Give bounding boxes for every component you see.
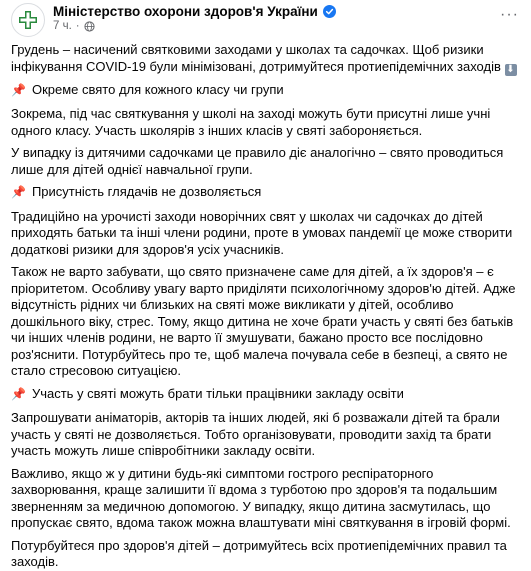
heading-2-text: Присутність глядачів не дозволяється (31, 184, 262, 199)
separator-dot: · (75, 20, 80, 32)
ministry-logo-icon (17, 9, 39, 31)
section-heading-3 (11, 386, 520, 403)
paragraph-5: Запрошувати аніматорів, акторів та інших людей, які б розважали дітей та брали участь у святі не дозволяється. Тобто організовувати, проводити захід та брати участь можуть лише співробітники закладу освіти. (11, 410, 500, 458)
post-meta (53, 2, 336, 32)
paragraph-3: Традиційно на урочисті заходи новорічних свят у школах чи садочках до дітей приходять батьки та інші члени родини, проте в умовах пандемії це може створити додаткові ризики для здоров'я усіх учасників. (11, 208, 513, 257)
more-options-button[interactable]: ··· (500, 6, 519, 23)
page-name-row (53, 4, 336, 19)
heading-3-text: Участь у святі можуть брати тільки працівники закладу освіти (31, 385, 404, 401)
pushpin-icon: 📌 (11, 185, 26, 199)
verified-badge-icon (323, 5, 336, 18)
globe-icon[interactable] (84, 21, 95, 32)
down-arrow-icon: ⬇ (506, 63, 515, 75)
heading-1-text: Окреме свято для кожного класу чи групи (31, 81, 284, 97)
paragraph-1: Зокрема, під час святкування у школі на заході можуть бути присутні лише учні одного класу. Участь школярів з інших класів у святі забороняється. (11, 106, 491, 138)
post-time-row (53, 20, 336, 32)
paragraph-4: Також не варто забувати, що свято призначене саме для дітей, а їх здоров'я – є пріоритетом. Особливу увагу варто приділяти психологічному здоров'ю дітей. Адже відсутність рідних чи близьких на святі може викликати у дітей, особливо дошкільного віку, стрес. Тому, якщо дитина не хоче брати участь у святі без батьків чи інших членів родини, не варто її змушувати, бажано просто все послідовно роз'яснити. Потурбуйтесь про те, щоб малеча почувала себе в безпеці, а свято не стало стресовою ситуацією. (11, 264, 516, 378)
pushpin-icon: 📌 (11, 82, 26, 97)
section-heading-2 (11, 184, 520, 201)
paragraph-7: Потурбуйтеся про здоров'я дітей – дотримуйтесь всіх протиепідемічних правил та заходів. (11, 537, 507, 569)
section-heading-1 (11, 82, 520, 99)
intro-text: Грудень – насичений святковими заходами у школах та садочках. Щоб ризики інфікування COVID-19 були мінімізовані, дотримуйтеся протиепідемічних заходів (11, 42, 501, 74)
paragraph-6: Важливо, якщо ж у дитини будь-які симптоми гострого респіраторного захворювання, краще залишити її вдома з турботою про здоров'я та подальшим зверненням за медичною допомогою. У випадку, якщо дитина засмутилась, що пропускає свято, вдома також можна влаштувати міні святкування в ігровій формі. (11, 465, 511, 530)
page-avatar[interactable] (11, 3, 45, 37)
post-intro-paragraph (11, 42, 520, 76)
paragraph-2: У випадку із дитячими садочками це правило діє аналогічно – свято проводиться лише для дітей однієї навчальної групи. (11, 145, 504, 177)
pushpin-icon: 📌 (11, 386, 26, 401)
post-timestamp-link[interactable]: 7 ч. (53, 20, 72, 32)
page-name-link[interactable]: Міністерство охорони здоров'я України (53, 4, 318, 19)
post-body (11, 42, 520, 571)
post-header (11, 0, 520, 42)
